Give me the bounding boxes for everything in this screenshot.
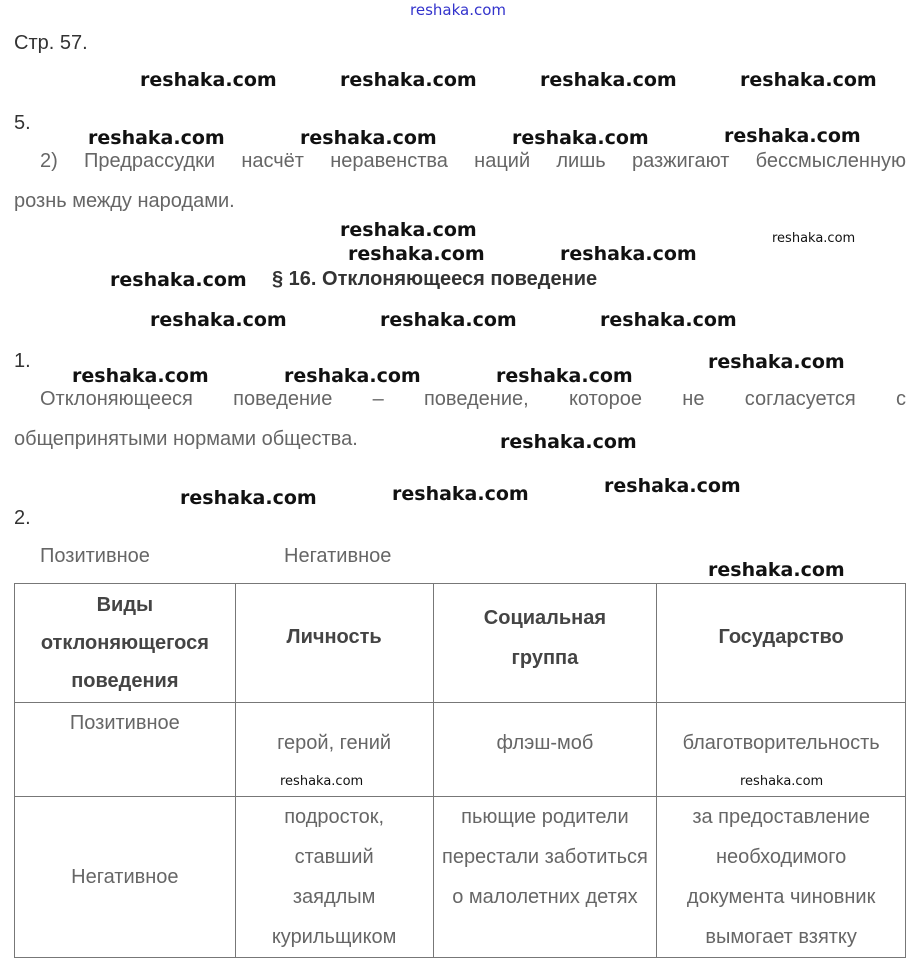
header-cell: Государство — [657, 584, 906, 703]
header-cell: Виды отклоняющегося поведения — [15, 584, 236, 703]
label-positive: Позитивное — [40, 545, 150, 567]
task-5-line-2: рознь между народами. — [14, 190, 235, 212]
watermark: reshaka.com — [150, 309, 287, 331]
watermark: reshaka.com — [348, 243, 485, 265]
watermark: reshaka.com — [540, 69, 677, 91]
header-cell: Личность — [235, 584, 433, 703]
watermark: reshaka.com — [140, 69, 277, 91]
table-cell: подросток, ставший заядлым курильщиком — [235, 797, 433, 958]
table-cell: пьющие родители перестали заботиться о малолетних детях — [433, 797, 657, 958]
watermark: reshaka.com — [284, 365, 421, 387]
watermark: reshaka.com — [300, 127, 437, 149]
task-5-line-1: 2) Предрассудки насчёт неравенства наций лишь разжигают бессмысленную — [40, 150, 906, 172]
task-1-number: 1. — [14, 350, 31, 372]
watermark: reshaka.com — [88, 127, 225, 149]
watermark: reshaka.com — [180, 487, 317, 509]
label-negative: Негативное — [284, 545, 392, 567]
table-cell: герой, гений — [235, 703, 433, 797]
watermark: reshaka.com — [604, 475, 741, 497]
table-row — [15, 797, 906, 958]
section-title: § 16. Отклоняющееся поведение — [272, 268, 598, 290]
task-5-number: 5. — [14, 112, 31, 134]
watermark: reshaka.com — [380, 309, 517, 331]
watermark: reshaka.com — [496, 365, 633, 387]
task-2-number: 2. — [14, 507, 31, 529]
watermark: reshaka.com — [560, 243, 697, 265]
watermark: reshaka.com — [708, 559, 845, 581]
header-cell: Социальная группа — [433, 584, 657, 703]
table-cell: за предоставление необходимого документа чиновник вымогает взятку — [657, 797, 906, 958]
watermark: reshaka.com — [340, 69, 477, 91]
table-header-row — [15, 584, 906, 703]
row-type: Негативное — [15, 797, 236, 958]
watermark: reshaka.com — [340, 219, 477, 241]
watermark: reshaka.com — [392, 483, 529, 505]
table-cell: благотворительность — [657, 703, 906, 797]
watermark: reshaka.com — [280, 774, 364, 789]
deviant-behavior-table — [14, 583, 906, 958]
row-type: Позитивное — [15, 703, 236, 797]
page-label: Стр. 57. — [14, 32, 88, 54]
watermark: reshaka.com — [724, 125, 861, 147]
watermark: reshaka.com — [500, 431, 637, 453]
watermark: reshaka.com — [740, 69, 877, 91]
watermark: reshaka.com — [600, 309, 737, 331]
watermark: reshaka.com — [512, 127, 649, 149]
task-1-line-2: общепринятыми нормами общества. — [14, 428, 358, 450]
watermark: reshaka.com — [110, 269, 247, 291]
watermark: reshaka.com — [410, 1, 506, 19]
watermark: reshaka.com — [708, 351, 845, 373]
task-1-line-1: Отклоняющееся поведение – поведение, которое не согласуется с — [40, 388, 906, 410]
table-cell: флэш-моб — [433, 703, 657, 797]
watermark: reshaka.com — [740, 774, 824, 789]
watermark: reshaka.com — [772, 231, 856, 246]
watermark: reshaka.com — [72, 365, 209, 387]
